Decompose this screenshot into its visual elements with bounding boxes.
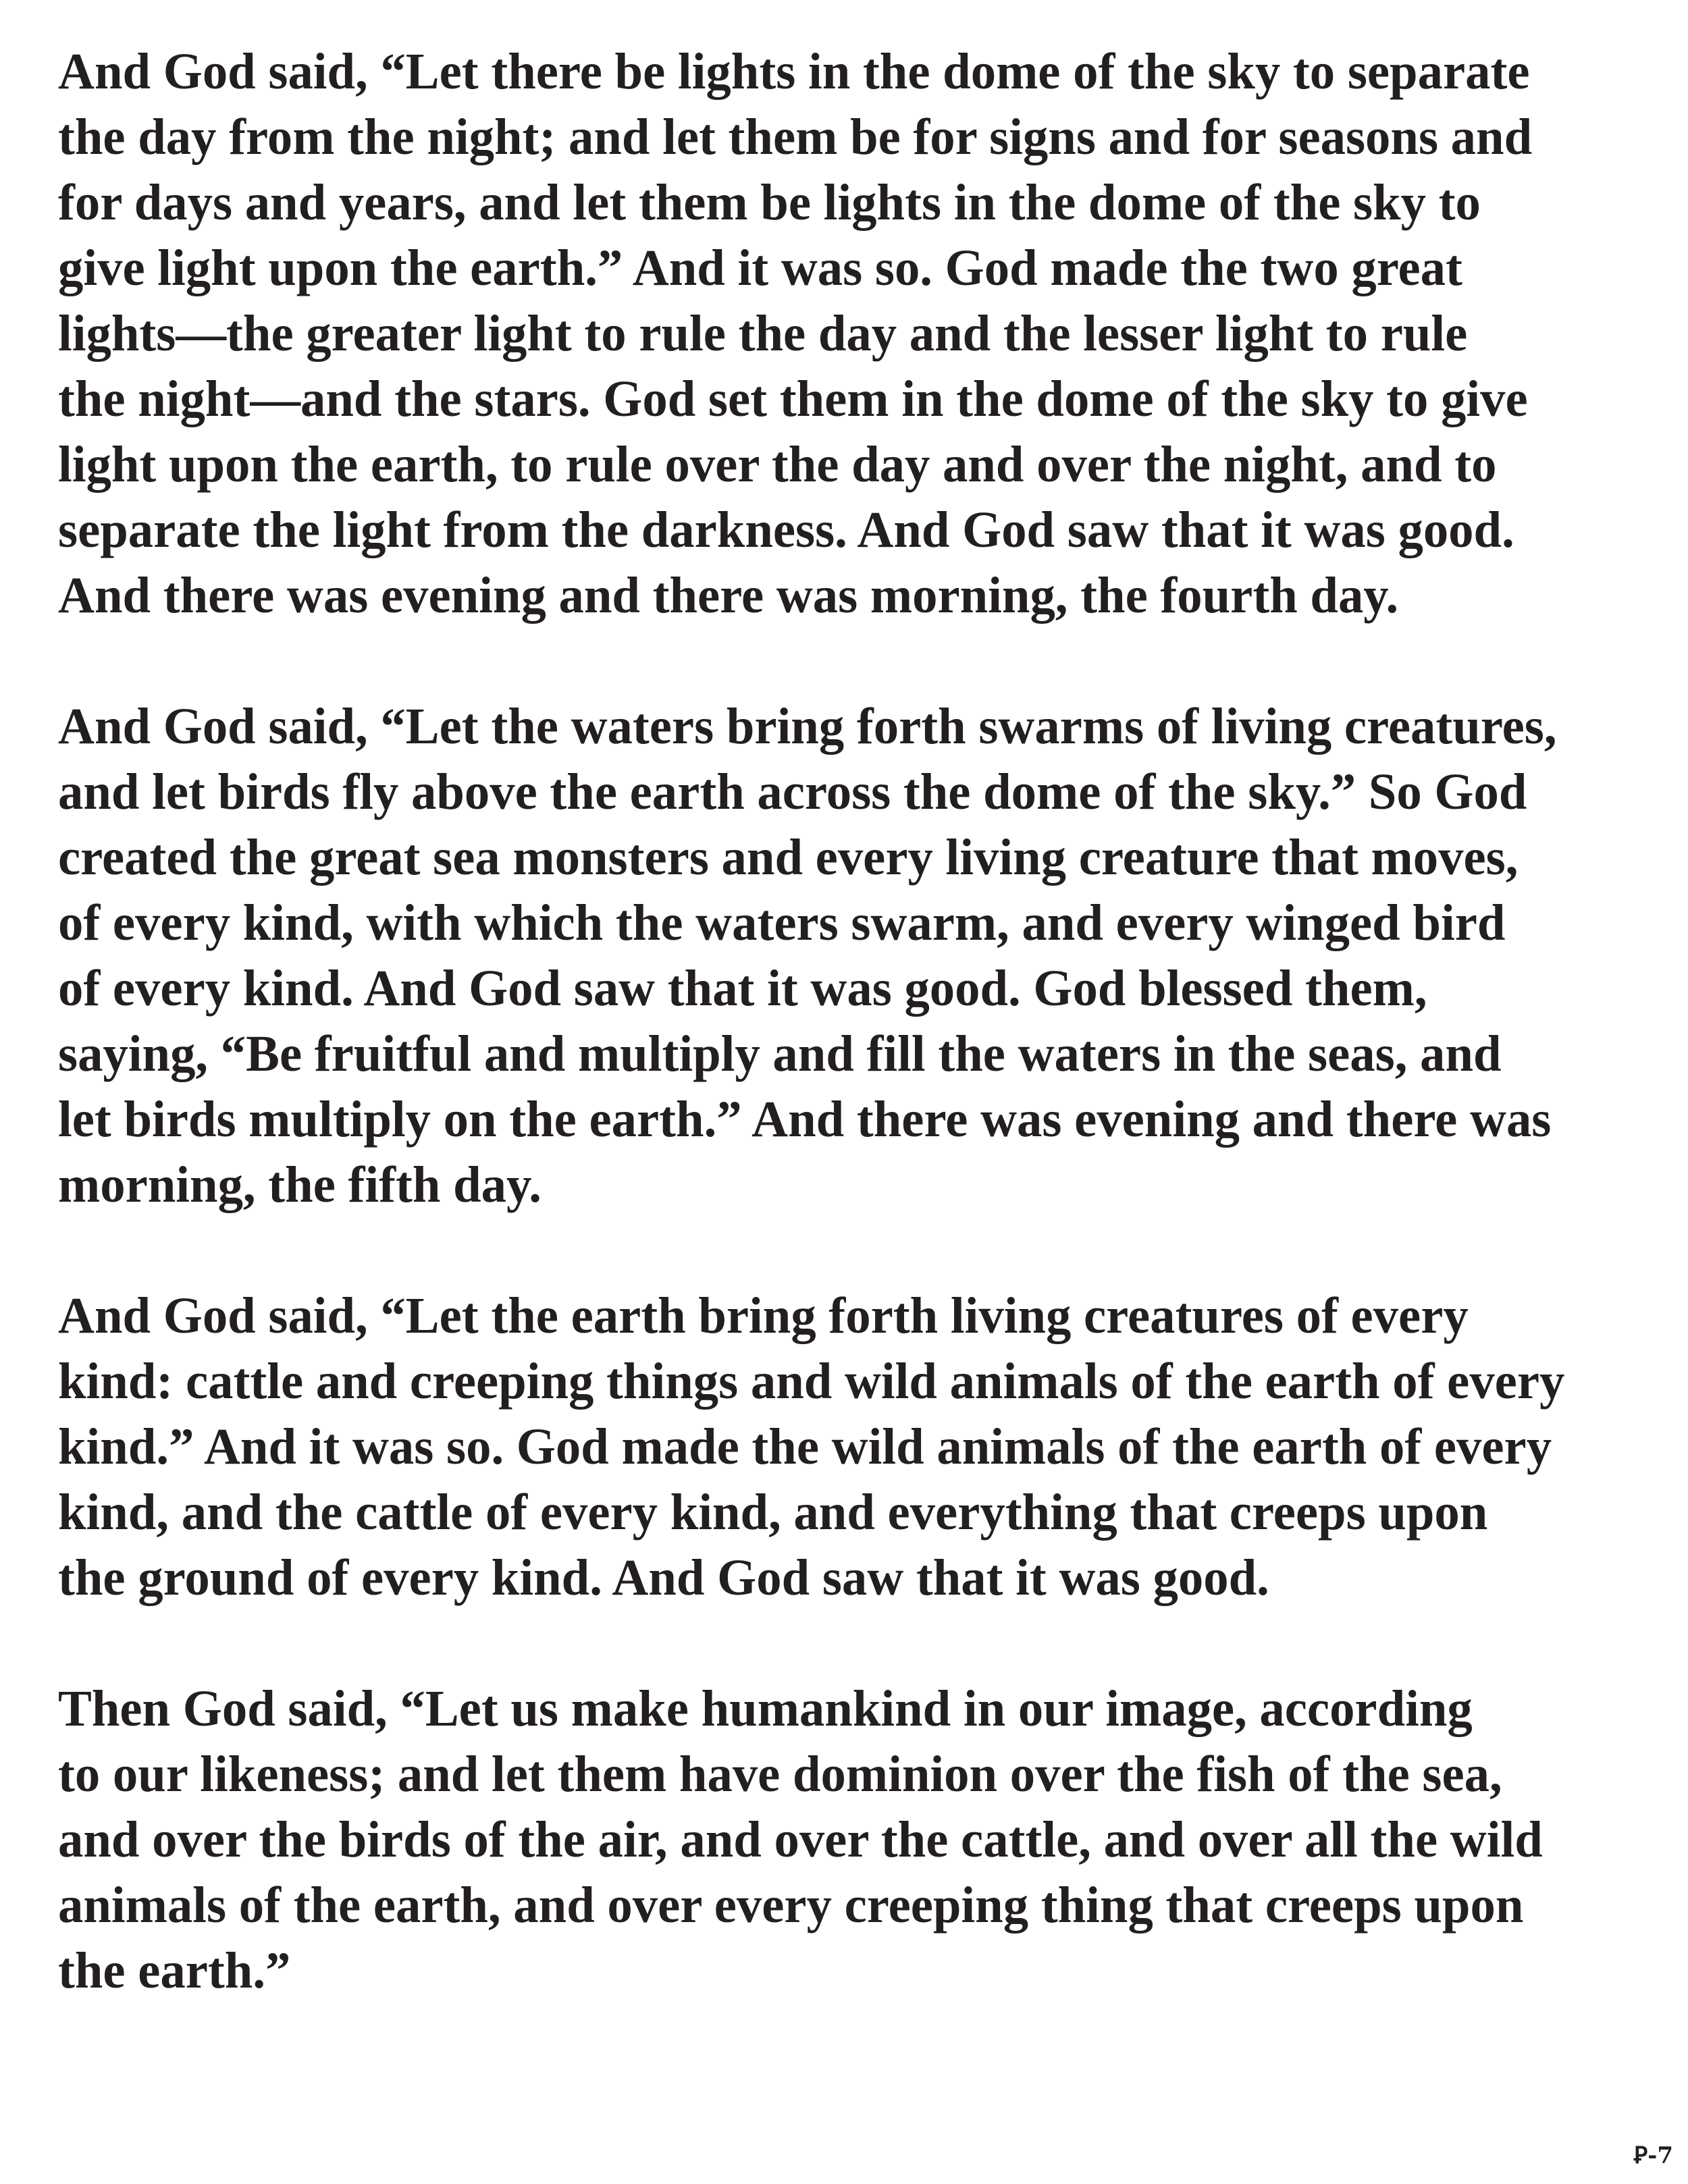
- text-line: the day from the night; and let them be for signs and for seasons and: [58, 109, 1533, 165]
- text-line: light upon the earth, to rule over the day and over the night, and to: [58, 436, 1497, 493]
- page-number: Ꝑ-7: [1633, 2142, 1673, 2169]
- paragraph-3: [58, 1283, 1638, 1611]
- text-line: And God said, “Let the earth bring forth living creatures of every: [58, 1287, 1469, 1344]
- paragraph-4: [58, 1676, 1638, 2004]
- text-line: And there was evening and there was morning, the fourth day.: [58, 567, 1399, 624]
- text-line: the earth.”: [58, 1942, 291, 1999]
- text-line: kind, and the cattle of every kind, and everything that creeps upon: [58, 1484, 1488, 1541]
- text-line: kind.” And it was so. God made the wild animals of the earth of every: [58, 1418, 1552, 1475]
- text-line: to our likeness; and let them have dominion over the fish of the sea,: [58, 1746, 1502, 1803]
- text-line: let birds multiply on the earth.” And there was evening and there was: [58, 1091, 1552, 1148]
- body-text: [58, 39, 1638, 2069]
- text-line: the ground of every kind. And God saw that it was good.: [58, 1549, 1269, 1606]
- text-line: separate the light from the darkness. And God saw that it was good.: [58, 502, 1514, 558]
- text-line: And God said, “Let there be lights in the dome of the sky to separate: [58, 43, 1530, 100]
- text-line: for days and years, and let them be lights in the dome of the sky to: [58, 174, 1481, 231]
- text-line: and over the birds of the air, and over the cattle, and over all the wild: [58, 1811, 1543, 1868]
- text-line: the night—and the stars. God set them in the dome of the sky to give: [58, 371, 1528, 427]
- text-line: lights—the greater light to rule the day and the lesser light to rule: [58, 305, 1468, 362]
- text-line: And God said, “Let the waters bring forth swarms of living creatures,: [58, 698, 1557, 755]
- text-line: and let birds fly above the earth across the dome of the sky.” So God: [58, 764, 1527, 820]
- paragraph-1: [58, 39, 1638, 629]
- text-line: created the great sea monsters and every living creature that moves,: [58, 829, 1519, 886]
- text-line: morning, the fifth day.: [58, 1156, 542, 1213]
- text-line: saying, “Be fruitful and multiply and fill the waters in the seas, and: [58, 1026, 1502, 1082]
- text-line: kind: cattle and creeping things and wild animals of the earth of every: [58, 1353, 1565, 1410]
- paragraph-2: [58, 694, 1638, 1218]
- text-line: Then God said, “Let us make humankind in our image, according: [58, 1680, 1473, 1737]
- text-line: of every kind. And God saw that it was good. God blessed them,: [58, 960, 1427, 1017]
- text-line: animals of the earth, and over every creeping thing that creeps upon: [58, 1877, 1524, 1934]
- text-line: of every kind, with which the waters swarm, and every winged bird: [58, 895, 1506, 951]
- text-line: give light upon the earth.” And it was so. God made the two great: [58, 240, 1462, 296]
